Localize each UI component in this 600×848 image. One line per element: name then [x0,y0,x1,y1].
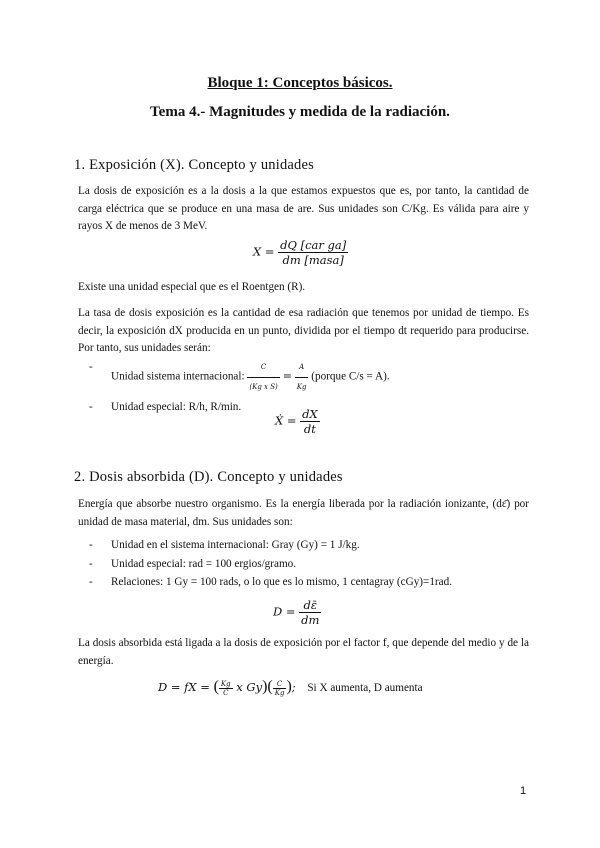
exposure-eq-fraction [278,238,348,267]
absorbed-dose-lhs: D = [273,604,296,619]
section1-paragraph1 [73,183,529,236]
section1-para2-text: Existe una unidad especial que es el Roentgen (R). [78,281,306,293]
si-unit-frac2-num: A [295,358,309,378]
section2-bullet-relations: - Relaciones: 1 Gy = 100 rads, o lo que es lo mismo, 1 centagray (cGy)=1rad. [89,573,452,592]
si-unit-suffix: (porque C/s = A). [311,370,390,383]
absorbed-dose-equation [273,598,321,627]
si-unit-frac1-num: C [247,358,279,378]
dose-factor-fraction-1 [219,680,233,697]
section2-paragraph1 [73,496,529,531]
section2-heading: 2. Dosis absorbida (D). Concepto y unidades [74,469,343,485]
dose-factor-paren-close-2: ) [286,678,292,695]
section1-paragraph3 [73,305,529,358]
dose-factor-f1-num: Kg [220,679,231,688]
section1-bullet-special-unit: - Unidad especial: R/h, R/min. [89,398,390,417]
si-unit-fraction-1 [247,358,279,396]
page-number: 1 [520,785,527,797]
si-unit-fraction-2 [295,358,309,396]
section1-bullet-list [89,358,390,417]
absorbed-dose-numerator: dε̄ [299,598,321,613]
si-unit-frac1-den: (Kg x S) [249,382,278,391]
dose-factor-lhs: D = fX = [158,680,210,694]
dose-factor-equation [158,678,423,697]
document-subtitle: Tema 4.- Magnitudes y medida de la radiación. [150,104,450,120]
exposure-rate-fraction [300,407,320,436]
dose-factor-f2-num: C [273,680,287,689]
exposure-rate-numerator: dX [302,407,318,421]
dose-factor-note: Si X aumenta, D aumenta [307,682,423,694]
dose-factor-separator: ; [291,680,296,694]
dose-factor-f1-rest: x Gy [236,680,263,694]
section2-bullet-list [89,536,452,592]
section2-bullet-special-unit: - Unidad especial: rad = 100 ergios/gramo. [89,555,452,574]
si-unit-equals: = [282,369,292,383]
exposure-eq-numerator: dQ [car ga] [280,238,347,252]
exposure-equation [253,238,348,267]
exposure-eq-denominator: dm [masa] [282,253,344,267]
si-unit-prefix: Unidad sistema internacional: [111,370,245,383]
si-unit-frac2-den: Kg [296,382,307,391]
exposure-rate-lhs: Ẋ = [275,413,297,428]
dose-factor-paren-open-2: ( [267,678,273,695]
dose-factor-paren-close-1: ) [262,678,268,695]
section1-heading: 1. Exposición (X). Concepto y unidades [74,157,314,173]
absorbed-dose-denominator: dm [301,613,320,627]
dose-factor-f1-den: C [223,688,229,697]
section2-para1-text: Energía que absorbe nuestro organismo. Es la energía liberada por la radiación ionizante, (dε̄) por unidad de masa material, dm. Sus unidades son: [78,498,529,528]
section1-para1-text: La dosis de exposición es a la dosis a la que estamos expuestos que es, por tanto, la cantidad de carga eléctrica que se produce en una masa de are. Sus unidades son C/Kg. Es válida para aire y rayos X de menos de 3 MeV. [78,185,529,232]
section2-paragraph2 [73,635,529,670]
section1-paragraph2 [73,279,529,297]
section2-para2-text: La dosis absorbida está ligada a la dosis de exposición por el factor f, que depende del medio y de la energía. [78,637,529,667]
exposure-rate-denominator: dt [303,422,316,436]
exposure-rate-equation [275,407,320,436]
dose-factor-f2-den: Kg [274,688,285,697]
exposure-eq-lhs: X = [253,244,275,259]
absorbed-dose-fraction [299,598,321,627]
dose-factor-paren-open-1: ( [213,678,219,695]
section2-bullet-si-unit: - Unidad en el sistema internacional: Gray (Gy) = 1 J/kg. [89,536,452,555]
document-title: Bloque 1: Conceptos básicos. [207,75,393,91]
section1-para3-text: La tasa de dosis exposición es la cantidad de esa radiación que tenemos por unidad de tiempo. Es decir, la exposición dX producida en un punto, dividida por el tiempo dt requerido para producirse. Por tanto, sus unidades serán: [78,307,529,354]
dose-factor-fraction-2 [273,680,287,697]
section1-bullet-si-unit [89,358,390,396]
